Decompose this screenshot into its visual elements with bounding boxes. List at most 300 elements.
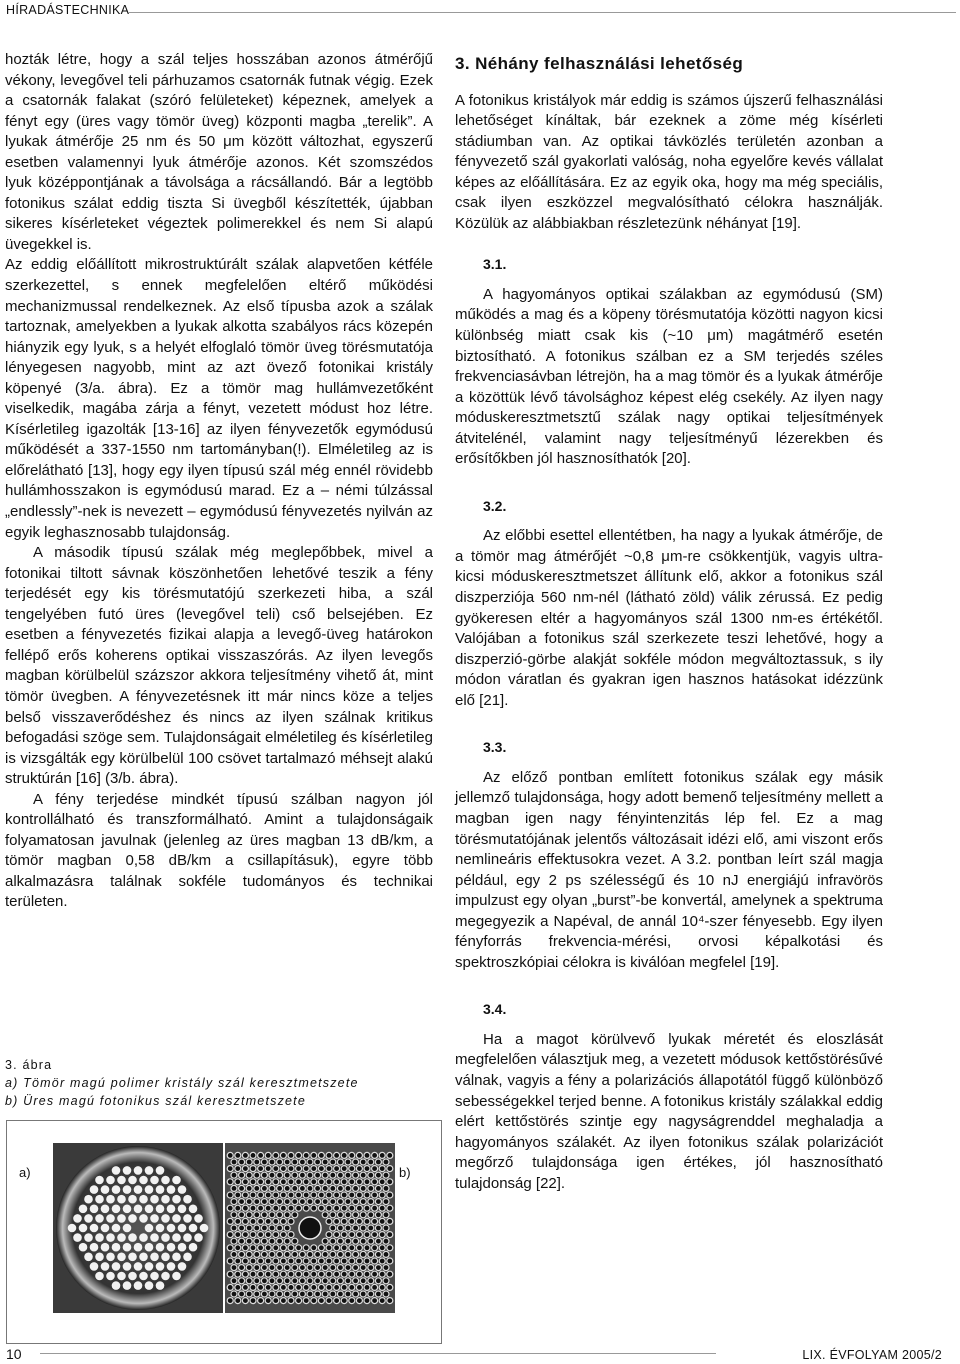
hole [368,1199,374,1205]
hole [277,1185,283,1191]
hole [303,1205,309,1211]
hole [326,1218,332,1224]
hole [292,1199,298,1205]
hole [269,1172,275,1178]
hole [337,1212,343,1218]
hole [156,1185,165,1194]
hole [284,1199,290,1205]
hole [261,1172,267,1178]
hole [242,1152,248,1158]
hole [330,1199,336,1205]
hole [178,1205,187,1214]
hole [261,1238,267,1244]
hole [227,1232,233,1238]
hole [345,1185,351,1191]
hole [112,1281,121,1290]
hole [167,1243,176,1252]
hole [231,1278,237,1284]
subsection-text: Az előző pontban említett fotonikus szálak egy másik jellemző tulajdonsága, hogy adott bemenő teljesítmény mellett a magban igen nagy fényintenzitás lép fel. Ez a mag törésmutatójának jelentős változásait idézi elő, ami viszont erős nemlineáris effektusokra vezet. A 3.2. pontban leírt szál magja például, egy 2 ps szélességű és 10 nJ energiájú infravörös impulzust egy olyan „burst”-be konvertál, amelynek a spektruma megegyezik a Napéval, de annál 10⁴-szer fényesebb. Egy ilyen fényforrás frekvencia-mérési, orvosi képalkotási és spektroszkópiai célokra is kiválóan megfelel [19]. [455,768,883,971]
hole [145,1281,154,1290]
hole [341,1152,347,1158]
hole [318,1245,324,1251]
hole [383,1185,389,1191]
hole [134,1281,143,1290]
hole [189,1243,198,1252]
hole [258,1179,264,1185]
hole [246,1159,252,1165]
hole [383,1265,389,1271]
hole [353,1172,359,1178]
hole [387,1192,393,1198]
hole [145,1166,154,1175]
hole [269,1291,275,1297]
hole [250,1232,256,1238]
hole [145,1262,154,1271]
hole [269,1265,275,1271]
hole [254,1159,260,1165]
hole [106,1214,115,1223]
hole [318,1298,324,1304]
hole [326,1166,332,1172]
hole [239,1265,245,1271]
hole [292,1159,298,1165]
hole [277,1278,283,1284]
hole [254,1225,260,1231]
hole [353,1251,359,1257]
hole [235,1205,241,1211]
hole [364,1271,370,1277]
hole [368,1225,374,1231]
hole [296,1152,302,1158]
hole [296,1179,302,1185]
hole [349,1218,355,1224]
hole [235,1271,241,1277]
hole [379,1218,385,1224]
hole [330,1212,336,1218]
hole [368,1185,374,1191]
hole [387,1258,393,1264]
hole [345,1238,351,1244]
figure-caption [5,1056,359,1110]
hole [303,1258,309,1264]
hole [341,1298,347,1304]
hole [250,1205,256,1211]
hole [353,1212,359,1218]
hole [269,1159,275,1165]
hole [315,1251,321,1257]
hole [227,1271,233,1277]
hole [311,1179,317,1185]
hole [235,1284,241,1290]
hole [79,1224,88,1233]
hole [112,1185,121,1194]
hole [360,1212,366,1218]
hole [288,1152,294,1158]
hole [106,1272,115,1281]
hole [288,1271,294,1277]
subsection-number: 3.3. [483,739,507,756]
hole [372,1192,378,1198]
hole [106,1176,115,1185]
hole [387,1218,393,1224]
hole [265,1271,271,1277]
hole [242,1245,248,1251]
hole [242,1232,248,1238]
hole [360,1251,366,1257]
hole [273,1271,279,1277]
hole [178,1243,187,1252]
hole [280,1205,286,1211]
hole [117,1233,126,1242]
hole [280,1284,286,1290]
hole [383,1278,389,1284]
hole [288,1218,294,1224]
hole [334,1271,340,1277]
hole [288,1179,294,1185]
hole [284,1225,290,1231]
hole [307,1291,313,1297]
figure-label-b: b) [399,1165,411,1180]
hole [296,1298,302,1304]
hole [379,1205,385,1211]
hole [265,1245,271,1251]
hole [167,1205,176,1214]
hole [265,1192,271,1198]
hole [250,1258,256,1264]
hole [90,1185,99,1194]
hole [353,1225,359,1231]
hole [284,1185,290,1191]
hole [383,1238,389,1244]
hole [273,1258,279,1264]
hole [280,1258,286,1264]
hole [235,1179,241,1185]
hole [322,1172,328,1178]
hole [250,1218,256,1224]
hole [235,1245,241,1251]
hole [183,1233,192,1242]
hole [280,1179,286,1185]
hole [273,1284,279,1290]
hole [84,1214,93,1223]
hole [277,1238,283,1244]
hole [322,1185,328,1191]
hole [375,1278,381,1284]
hole [356,1179,362,1185]
hole [273,1298,279,1304]
hole [258,1218,264,1224]
hole [258,1258,264,1264]
hole [341,1179,347,1185]
hole [326,1298,332,1304]
hole [345,1265,351,1271]
hole [315,1185,321,1191]
hole [375,1199,381,1205]
hole [341,1245,347,1251]
hole [341,1284,347,1290]
hole [242,1179,248,1185]
hole [288,1192,294,1198]
hole [227,1218,233,1224]
hole [239,1172,245,1178]
hole [242,1271,248,1277]
right-column [455,50,883,1194]
hole [368,1172,374,1178]
hole [246,1291,252,1297]
hole [345,1159,351,1165]
hole [101,1205,110,1214]
hole [330,1159,336,1165]
hole [296,1245,302,1251]
hole [254,1265,260,1271]
hole [134,1185,143,1194]
hole [172,1233,181,1242]
hole [364,1152,370,1158]
hole [183,1195,192,1204]
hole [231,1159,237,1165]
hole [167,1262,176,1271]
hole [364,1205,370,1211]
hole [341,1271,347,1277]
hole [345,1278,351,1284]
hole [95,1272,104,1281]
hole [318,1271,324,1277]
hole [345,1212,351,1218]
hole [341,1258,347,1264]
hole [265,1205,271,1211]
hole [112,1262,121,1271]
hole [258,1232,264,1238]
hole [360,1291,366,1297]
hole [280,1152,286,1158]
hole [254,1199,260,1205]
hole [356,1152,362,1158]
hole [68,1224,77,1233]
hole [242,1205,248,1211]
hole [273,1179,279,1185]
hole [334,1258,340,1264]
hole [368,1212,374,1218]
hole [307,1172,313,1178]
hole [379,1152,385,1158]
hole [150,1272,159,1281]
hole [379,1166,385,1172]
hole [292,1212,298,1218]
hole [326,1192,332,1198]
hole [265,1232,271,1238]
hole [95,1176,104,1185]
hole [254,1172,260,1178]
hole [167,1224,176,1233]
hole [311,1258,317,1264]
hole [123,1166,132,1175]
hole [296,1284,302,1290]
hole [95,1253,104,1262]
hole [303,1284,309,1290]
hole [372,1218,378,1224]
subsection-text: A hagyományos optikai szálakban az egymódusú (SM) működés a mag és a köpeny törésmutatója közötti nagyon kicsi különbség miatt csak kis (~10 μm) magátmérő esetén biztosítható. A fotonikus szálban ez a SM terjedés széles frekvenciasávban létrejön, ha a mag tömör és a lyukak átmérője a közöttük lévő távolsághoz képest elég csekély. Az ilyen nagy móduskeresztmetsztű szálak nagy optikai teljesítmények átvitelénél, valamint nagy teljesítményű lézerekben és erősítőkben jól hasznosíthatók [20]. [455,285,883,468]
hole [250,1166,256,1172]
caption-label: 3. ábra [5,1058,53,1072]
hole [349,1245,355,1251]
hole [280,1232,286,1238]
hole [353,1265,359,1271]
hole [303,1166,309,1172]
figure-3 [6,1120,442,1344]
hole [178,1185,187,1194]
hole [265,1298,271,1304]
hole [345,1225,351,1231]
hole [311,1271,317,1277]
subsection-number: 3.2. [483,497,507,514]
hole [318,1152,324,1158]
hole [261,1225,267,1231]
hole [254,1212,260,1218]
hole [349,1232,355,1238]
hole [360,1225,366,1231]
hole [311,1245,317,1251]
hole [273,1205,279,1211]
hole [372,1284,378,1290]
hole [277,1172,283,1178]
hole [379,1298,385,1304]
hole [227,1152,233,1158]
hole [231,1265,237,1271]
hole [322,1291,328,1297]
hole [269,1212,275,1218]
hole [269,1251,275,1257]
hole [258,1192,264,1198]
hole [360,1172,366,1178]
hole [150,1195,159,1204]
hole [307,1199,313,1205]
hole [387,1232,393,1238]
hole [156,1224,165,1233]
hole [277,1225,283,1231]
hole [261,1185,267,1191]
hole [360,1159,366,1165]
hole [383,1199,389,1205]
hole [372,1205,378,1211]
hole [254,1251,260,1257]
hole [372,1179,378,1185]
hole [292,1251,298,1257]
hole [258,1245,264,1251]
hole [139,1272,148,1281]
hole [334,1298,340,1304]
hole [387,1205,393,1211]
hole [161,1253,170,1262]
hole [356,1245,362,1251]
hole [145,1185,154,1194]
hole [353,1159,359,1165]
hole [117,1195,126,1204]
hole [235,1152,241,1158]
hole [296,1258,302,1264]
hole [330,1278,336,1284]
hole [368,1265,374,1271]
hole [303,1179,309,1185]
hole [356,1298,362,1304]
hole [254,1185,260,1191]
hole [296,1205,302,1211]
hole [383,1172,389,1178]
hole [345,1251,351,1257]
hole [101,1243,110,1252]
hole [292,1265,298,1271]
hole [90,1224,99,1233]
hole [227,1284,233,1290]
left-column [5,50,433,913]
hole [117,1253,126,1262]
hole [337,1225,343,1231]
hole [349,1192,355,1198]
hole [383,1212,389,1218]
hole [330,1225,336,1231]
hole [299,1251,305,1257]
hole [303,1192,309,1198]
hole [375,1291,381,1297]
hole [123,1205,132,1214]
hole [246,1265,252,1271]
hole [330,1291,336,1297]
subsection-text: Ha a magot körülvevő lyukak méretét és eloszlását megfelelően választjuk meg, a vezetett módusok kettőstörésűvé válnak, vagyis a fény a polarizációs állapotától függő különböző sebességekkel terjed benne. A fotonikus kristály szálakkal eddig elért kettőstörés szintje egy nagyságrenddel meghaladja a hagyományos szálakét. Az ilyen fotonikus szálak polarizációt megőrző tulajdonsága igen értékes, jól hasznosítható tulajdonság [22]. [455,1030,883,1192]
hole [261,1291,267,1297]
hole [265,1179,271,1185]
hole [353,1185,359,1191]
hole [375,1265,381,1271]
hole [318,1258,324,1264]
hole [375,1172,381,1178]
hole [341,1192,347,1198]
figure-label-a: a) [19,1165,31,1180]
hole [345,1172,351,1178]
hole [280,1245,286,1251]
hole [269,1225,275,1231]
hole [383,1225,389,1231]
hole [277,1212,283,1218]
hole [231,1291,237,1297]
hole [364,1258,370,1264]
hole [387,1179,393,1185]
hole [311,1284,317,1290]
hole [239,1159,245,1165]
hole [156,1243,165,1252]
hole [368,1159,374,1165]
hole [330,1172,336,1178]
hole [326,1284,332,1290]
hole [299,1291,305,1297]
hole [117,1272,126,1281]
hole [106,1233,115,1242]
hole [235,1166,241,1172]
hole [246,1225,252,1231]
hole [101,1185,110,1194]
hole [273,1192,279,1198]
hole [250,1179,256,1185]
hole [189,1224,198,1233]
hole [265,1152,271,1158]
page-number: 10 [6,1346,22,1362]
hole [123,1224,132,1233]
hole [258,1205,264,1211]
hole [239,1212,245,1218]
hole [375,1185,381,1191]
hole [172,1272,181,1281]
hole [231,1251,237,1257]
hole [330,1185,336,1191]
hole [265,1284,271,1290]
